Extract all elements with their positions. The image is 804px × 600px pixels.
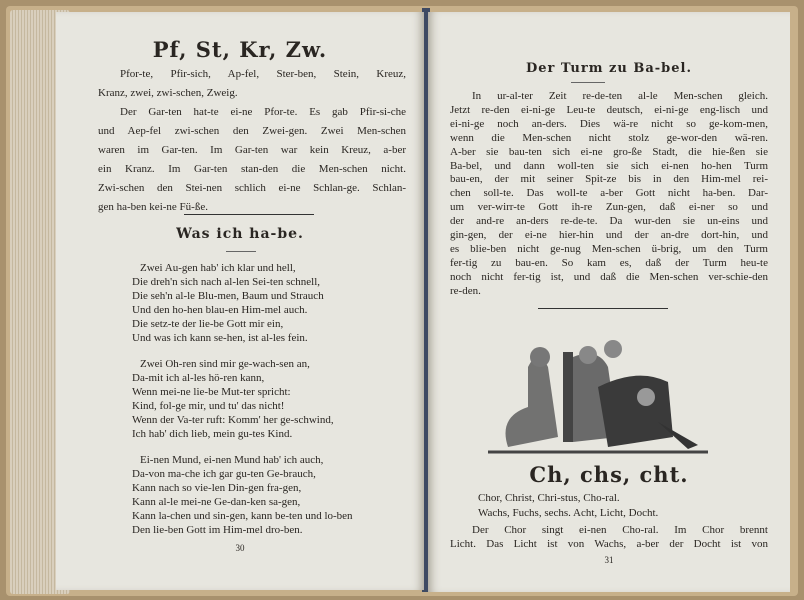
- text-line: ei-ni-ge noch an-ders. Dies wä-re nicht so ge-kom-men,: [450, 117, 768, 130]
- word-list: Chor, Christ, Chri-stus, Cho-ral.: [478, 492, 620, 504]
- text-line: Ba-bel, und dann woll-ten sie sich ei-nen ho-hen Turm: [450, 159, 768, 172]
- text-line: Kranz, zwei, zwi-schen, Zweig.: [98, 87, 238, 99]
- poem-title: Was ich ha-be.: [176, 226, 304, 242]
- text-line: Der Chor singt ei-nen Cho-ral. Im Chor brennt: [472, 524, 768, 536]
- text-line: Und was ich kann se-hen, ist al-les fein.: [132, 332, 308, 344]
- text-line: Und den ho-hen blau-en Him-mel auch.: [132, 304, 308, 316]
- text-line: Pfor-te, Pfir-sich, Ap-fel, Ster-ben, Stein, Kreuz,: [120, 68, 406, 80]
- text-line: fer-tig zu bau-en. So kam es, daß der Turm heu-te: [450, 256, 768, 269]
- text-line: und Aep-fel zwi-schen den Zwei-gen. Zwei Men-schen: [98, 125, 406, 137]
- lesson-title: Pf, St, Kr, Zw.: [152, 37, 328, 62]
- short-divider: [226, 251, 256, 252]
- text-line: Den lie-ben Gott im Him-mel dro-ben.: [132, 524, 303, 536]
- text-line: Die dreh'n sich nach al-len Sei-ten schnell,: [132, 276, 320, 288]
- text-line: A-ber sie bau-ten sich ei-ne gro-ße Stadt, die hie-ßen sie: [450, 145, 768, 158]
- text-line: Kann al-le mei-ne Ge-dan-ken sa-gen,: [132, 496, 301, 508]
- text-line: Da-mit ich al-les hö-ren kann,: [132, 372, 265, 384]
- text-line: ein Kranz. Im Gar-ten stan-den die Men-schen nicht.: [98, 163, 406, 175]
- text-line: bau-en, der mit seiner Spit-ze bis in den Him-mel rei-: [450, 173, 768, 186]
- ornament-divider: [184, 214, 314, 215]
- text-line: es blie-ben nicht ge-nug Men-schen ü-brig, um den Turm: [450, 242, 768, 255]
- text-line: Licht. Das Licht ist von Wachs, a-ber der Docht ist von: [450, 538, 768, 550]
- text-line: Zwi-schen den Stei-nen schlich ei-ne Schlan-ge. Schlan-: [98, 182, 406, 194]
- short-divider: [571, 82, 605, 83]
- text-line: waren im Gar-ten. Im Gar-ten war kein Kreuz, a-ber: [98, 144, 406, 156]
- text-line: Ich hab' dich lieb, mein gu-tes Kind.: [132, 428, 293, 440]
- text-line: Jetzt re-den ei-ni-ge Leu-te deutsch, ei-ni-ge eng-lisch und: [450, 103, 768, 116]
- text-line: chen soll-te. Das woll-te a-ber Gott nicht ha-ben. Dar-: [450, 187, 768, 200]
- text-line: In ur-al-ter Zeit re-de-ten al-le Men-schen gleich.: [472, 90, 768, 102]
- page-number: 31: [604, 555, 614, 565]
- text-line: wenn die Men-schen nicht stolz ge-wor-den wä-ren.: [450, 131, 768, 144]
- text-line: Die seh'n al-le Blu-men, Baum und Strauch: [132, 290, 324, 302]
- text-line: um ver-wirr-te Gott ih-re Zun-gen, daß ei-ner so und: [450, 201, 768, 214]
- story-title: Der Turm zu Ba-bel.: [526, 61, 692, 76]
- text-line: Wenn mei-ne lie-be Mut-ter spricht:: [132, 386, 291, 398]
- text-line: Kind, fol-ge mir, und tu' das nicht!: [132, 400, 285, 412]
- cherubs-illustration: [488, 327, 718, 457]
- word-list: Wachs, Fuchs, sechs. Acht, Licht, Docht.: [478, 507, 659, 519]
- right-page: [428, 12, 790, 592]
- text-line: Zwei Oh-ren sind mir ge-wach-sen an,: [140, 358, 310, 370]
- text-line: gen ha-ben kei-ne Fü-ße.: [98, 201, 208, 213]
- text-line: Ei-nen Mund, ei-nen Mund hab' ich auch,: [140, 454, 324, 466]
- ornament-divider: [538, 308, 668, 309]
- page-number: 30: [235, 543, 245, 553]
- text-line: Die setz-te der lie-be Gott mir ein,: [132, 318, 284, 330]
- text-line: noch nicht fer-tig ist, und daß die Men-schen ver-schie-den: [450, 270, 768, 283]
- text-line: re-den.: [450, 284, 481, 297]
- left-page: [56, 12, 424, 590]
- section-title: Ch, chs, cht.: [529, 462, 689, 487]
- text-line: Der Gar-ten hat-te ei-ne Pfor-te. Es gab Pfir-si-che: [120, 106, 406, 118]
- text-line: Kann nach so vie-len Din-gen fra-gen,: [132, 482, 302, 494]
- text-line: Wenn der Va-ter ruft: Komm' her ge-schwind,: [132, 414, 334, 426]
- text-line: der and-re an-ders re-de-te. Da wur-den sie un-eins und: [450, 215, 768, 228]
- text-line: Kann la-chen und sin-gen, kann be-ten und lo-ben: [132, 510, 353, 522]
- text-line: Da-von ma-che ich gar gu-ten Ge-brauch,: [132, 468, 316, 480]
- text-line: gin-gen, der ei-ne hier-hin und der an-dre dort-hin, und: [450, 229, 768, 241]
- text-line: Zwei Au-gen hab' ich klar und hell,: [140, 262, 296, 274]
